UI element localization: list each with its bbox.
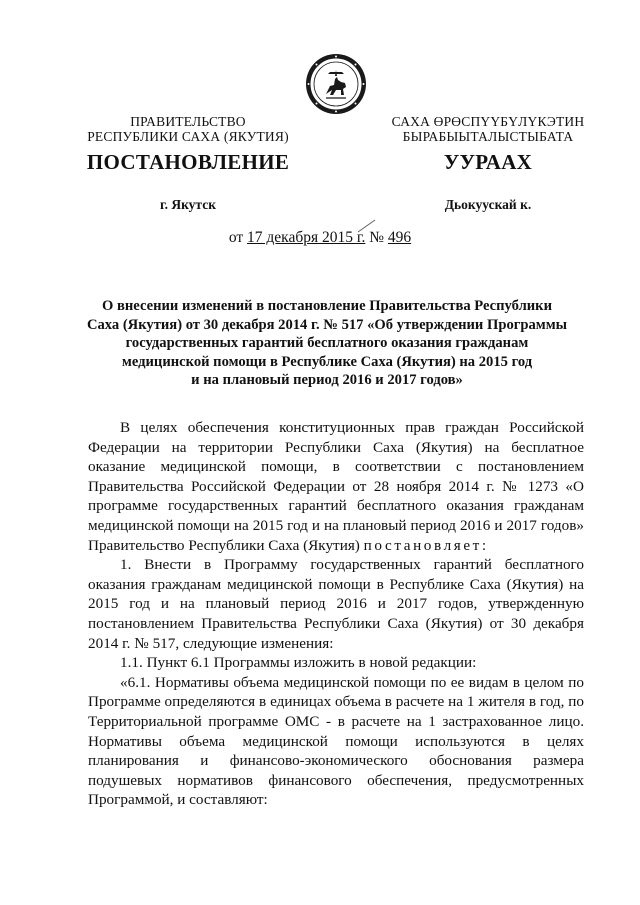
city-russian: г. Якутск [159, 197, 216, 212]
org-name-line: САХА ӨРӨСПҮҮБҮЛҮКЭТИН [391, 114, 585, 129]
heading-line: медицинской помощи в Республике Саха (Якутия) на 2015 год [121, 353, 533, 370]
document-type-russian: ПОСТАНОВЛЕНИЕ [86, 150, 290, 174]
org-name-russian [70, 114, 306, 144]
document-date: 17 декабря 2015 г. [247, 229, 366, 246]
body-paragraph-item-6-1: «6.1. Нормативы объема медицинской помощи по ее видам в целом по Программе определяются в единицах объема в расчете на 1 жителя в год, по Территориальной программе ОМС - в расчете на 1 застрахованное лицо. Нормативы объема медицинской помощи используются в целях планирования и финансово-экономического обоснования размера подушевых нормативов финансового обеспечения, предусмотренных Программой, и составляют: [88, 673, 584, 809]
org-name-line: ПРАВИТЕЛЬСТВО [130, 114, 246, 129]
body-paragraph-item-1: 1. Внести в Программу государственных гарантий бесплатного оказания гражданам медицинской помощи в Республике Саха (Якутия) на 2015 год и на плановый период 2016 и 2017 годов, утвержденную постановлением Правительства Республики Саха (Якутия) от 30 декабря 2014 г. № 517, следующие изменения: [88, 556, 584, 652]
document-body [88, 418, 584, 810]
document-type-sakha: УУРААХ [443, 150, 533, 174]
resolves-word: постановляет: [363, 536, 489, 554]
city-sakha: Дьокуускай к. [444, 197, 532, 212]
document-date-line [150, 229, 490, 247]
heading-line: Саха (Якутия) от 30 декабря 2014 г. № 517 «Об утверждении Программы [86, 316, 568, 333]
org-name-line: РЕСПУБЛИКИ САХА (ЯКУТИЯ) [87, 129, 289, 144]
heading-line: О внесении изменений в постановление Правительства Республики [102, 298, 552, 314]
org-name-sakha [372, 114, 604, 144]
heading-line: и на плановый период 2016 и 2017 годов» [191, 372, 463, 389]
date-prefix: от [228, 229, 244, 246]
coat-of-arms-emblem [304, 52, 368, 116]
number-sign: № [369, 229, 385, 246]
document-heading [80, 297, 574, 390]
heading-line: государственных гарантий бесплатного оказания гражданам [125, 335, 529, 352]
org-name-line: БЫРАБЫЫТАЛЫСТЫБАТА [402, 129, 574, 144]
sakha-coat-of-arms-icon [304, 52, 368, 116]
body-paragraph-preamble [88, 418, 584, 555]
document-number: 496 [387, 229, 412, 246]
body-paragraph-item-1-1: 1.1. Пункт 6.1 Программы изложить в новой редакции: [120, 654, 477, 672]
preamble-text: В целях обеспечения конституционных прав граждан Российской Федерации на территории Республики Саха (Якутия) на бесплатное оказание медицинской помощи, в соответствии с постановлением Правительства Российской Федерации от 28 ноября 2014 г. № 1273 «О программе государственных гарантий бесплатного оказания гражданам медицинской помощи на 2015 год и на плановый период 2016 и 2017 годов» Правительство Республики Саха (Якутия) [88, 419, 584, 554]
